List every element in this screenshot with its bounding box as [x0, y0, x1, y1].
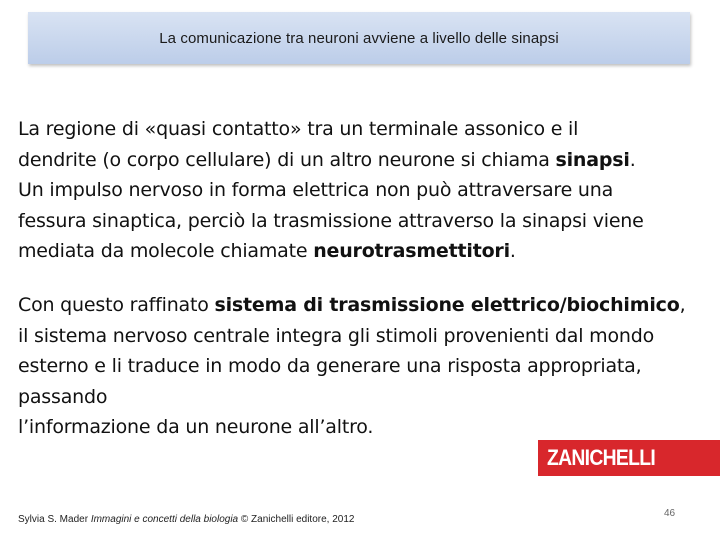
term-sistema-trasmissione: sistema di trasmissione elettrico/biochimico: [214, 294, 680, 316]
book-title: Immagini e concetti della biologia: [90, 514, 239, 525]
text-line: esterno e li traduce in modo da generare una risposta appropriata,: [18, 355, 642, 377]
text-line: Un impulso nervoso in forma elettrica non può attraversare una: [18, 179, 614, 201]
text-line: fessura sinaptica, perciò la trasmissione attraverso la sinapsi viene: [18, 209, 644, 232]
text-line: Con questo raffinato sistema di trasmissione elettrico/biochimico,: [18, 294, 686, 316]
text-line: mediata da molecole chiamate neurotrasmettitori.: [18, 240, 516, 262]
slide-title: La comunicazione tra neuroni avviene a livello delle sinapsi: [159, 29, 559, 47]
text-line: dendrite (o corpo cellulare) di un altro neurone si chiama sinapsi.: [18, 148, 636, 171]
text-line: passando: [18, 385, 108, 408]
paragraph-synapse: [18, 114, 718, 267]
paragraph-system: [18, 290, 718, 443]
term-sinapsi: sinapsi: [555, 148, 630, 171]
text-line: il sistema nervoso centrale integra gli stimoli provenienti dal mondo: [18, 324, 655, 347]
title-banner: [28, 12, 690, 64]
page-number: 46: [664, 508, 676, 519]
text-line: La regione di «quasi contatto» tra un terminale assonico e il: [18, 118, 579, 140]
footer-citation: Sylvia S. Mader Immagini e concetti della biologia © Zanichelli editore, 2012: [18, 514, 355, 525]
logo-text: ZANICHELLI: [547, 445, 656, 470]
term-neurotrasmettitori: neurotrasmettitori: [313, 240, 510, 262]
zanichelli-logo: [538, 440, 720, 476]
text-line: l’informazione da un neurone all’altro.: [18, 416, 374, 438]
